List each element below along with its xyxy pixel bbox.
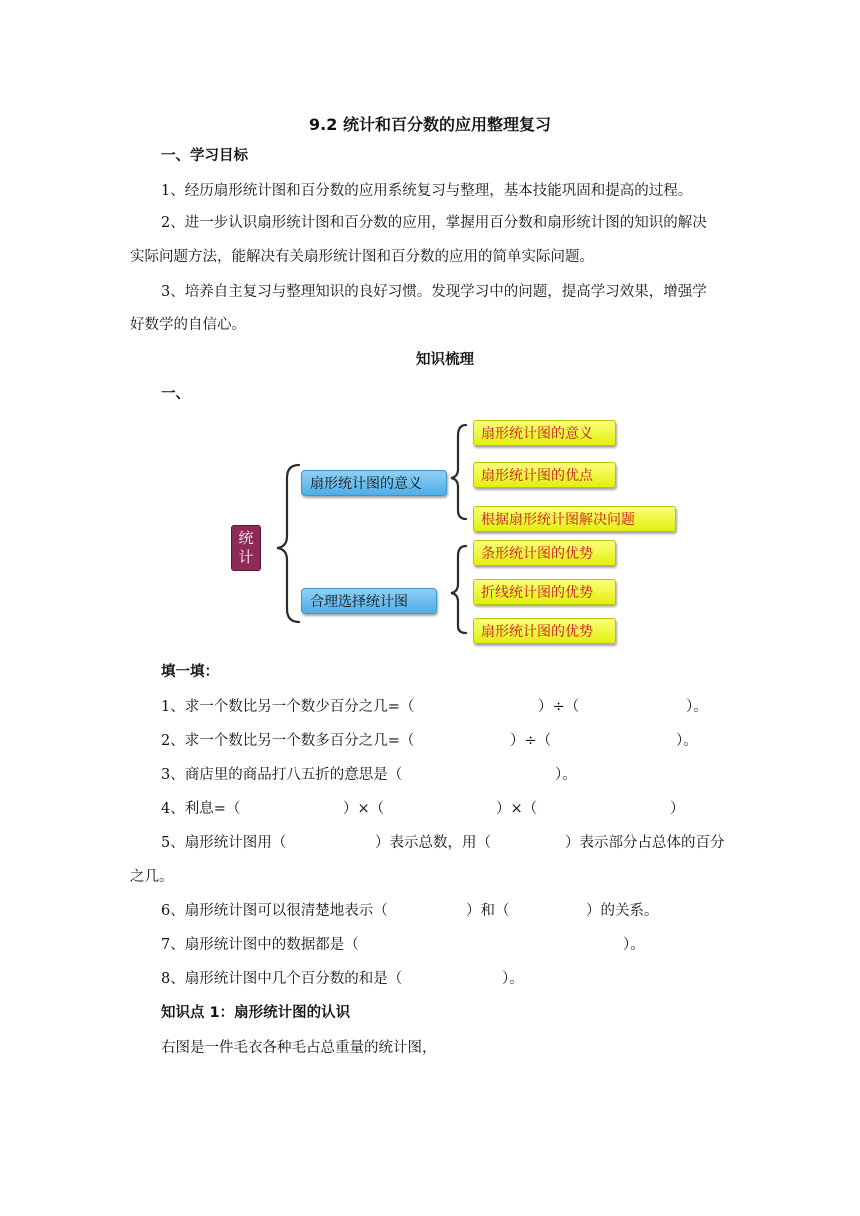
q7-end: ）。 bbox=[623, 937, 645, 953]
q2-text: 2、求一个数比另一个数多百分之几=（ bbox=[161, 733, 415, 749]
q3-text: 3、商店里的商品打八五折的意思是（ bbox=[161, 767, 403, 783]
q6-end: ）的关系。 bbox=[586, 903, 659, 919]
q4-mid1: ）×（ bbox=[343, 801, 385, 817]
fill-heading: 填一填： bbox=[161, 664, 219, 680]
q4-end: ） bbox=[670, 801, 685, 817]
upper-brace bbox=[451, 425, 466, 519]
leaf-line-advantage: 折线统计图的优势 bbox=[473, 579, 616, 605]
q6-text: 6、扇形统计图可以很清楚地表示（ bbox=[161, 903, 388, 919]
part-one-label: 一、 bbox=[161, 386, 190, 402]
lower-brace bbox=[451, 546, 466, 633]
goal-item-1: 1、经历扇形统计图和百分数的应用系统复习与整理，基本技能巩固和提高的过程。 bbox=[161, 183, 693, 199]
section-heading-goals: 一、学习目标 bbox=[161, 148, 248, 164]
q2-mid: ）÷（ bbox=[510, 733, 552, 749]
q5-text: 5、扇形统计图用（ bbox=[161, 835, 287, 851]
goal-item-2: 2、进一步认识扇形统计图和百分数的应用，掌握用百分数和扇形统计图的知识的解决 bbox=[161, 215, 707, 231]
main-brace bbox=[277, 465, 299, 622]
q6-mid: ）和（ bbox=[466, 903, 510, 919]
goal-item-3: 3、培养自主复习与整理知识的良好习惯。发现学习中的问题，提高学习效果，增强学 bbox=[161, 284, 707, 300]
q8-end: ）。 bbox=[502, 971, 524, 987]
q3-end: ）。 bbox=[555, 767, 577, 783]
q8-text: 8、扇形统计图中几个百分数的和是（ bbox=[161, 971, 403, 987]
q5-end: ）表示部分占总体的百分 bbox=[565, 835, 725, 851]
leaf-fan-advantage-2: 扇形统计图的优势 bbox=[473, 618, 616, 644]
q1-end: ）。 bbox=[686, 699, 708, 715]
leaf-fan-advantage: 扇形统计图的优点 bbox=[473, 462, 616, 488]
q1-mid: ）÷（ bbox=[538, 699, 580, 715]
goal-item-3-cont: 好数学的自信心。 bbox=[130, 317, 246, 333]
q4-text: 4、利息=（ bbox=[161, 801, 241, 817]
q4-mid2: ）×（ bbox=[496, 801, 538, 817]
q2-end: ）。 bbox=[676, 733, 698, 749]
page-title: 9.2 统计和百分数的应用整理复习 bbox=[309, 115, 551, 134]
mindmap-root: 统计 bbox=[231, 525, 261, 571]
leaf-fan-meaning: 扇形统计图的意义 bbox=[473, 420, 616, 446]
point1-heading: 知识点 1：扇形统计图的认识 bbox=[161, 1005, 351, 1021]
leaf-fan-solve: 根据扇形统计图解决问题 bbox=[473, 506, 676, 532]
q5-mid: ）表示总数，用（ bbox=[375, 835, 491, 851]
leaf-bar-advantage: 条形统计图的优势 bbox=[473, 540, 616, 566]
branch-fan-chart-meaning: 扇形统计图的意义 bbox=[301, 470, 447, 496]
knowledge-heading: 知识梳理 bbox=[416, 352, 474, 368]
branch-choose-chart: 合理选择统计图 bbox=[301, 588, 437, 614]
q7-text: 7、扇形统计图中的数据都是（ bbox=[161, 937, 359, 953]
goal-item-2-cont: 实际问题方法，能解决有关扇形统计图和百分数的应用的简单实际问题。 bbox=[130, 249, 594, 265]
q5-cont: 之几。 bbox=[130, 869, 174, 885]
point1-text: 右图是一件毛衣各种毛占总重量的统计图， bbox=[161, 1040, 437, 1056]
q1-text: 1、求一个数比另一个数少百分之几=（ bbox=[161, 699, 415, 715]
